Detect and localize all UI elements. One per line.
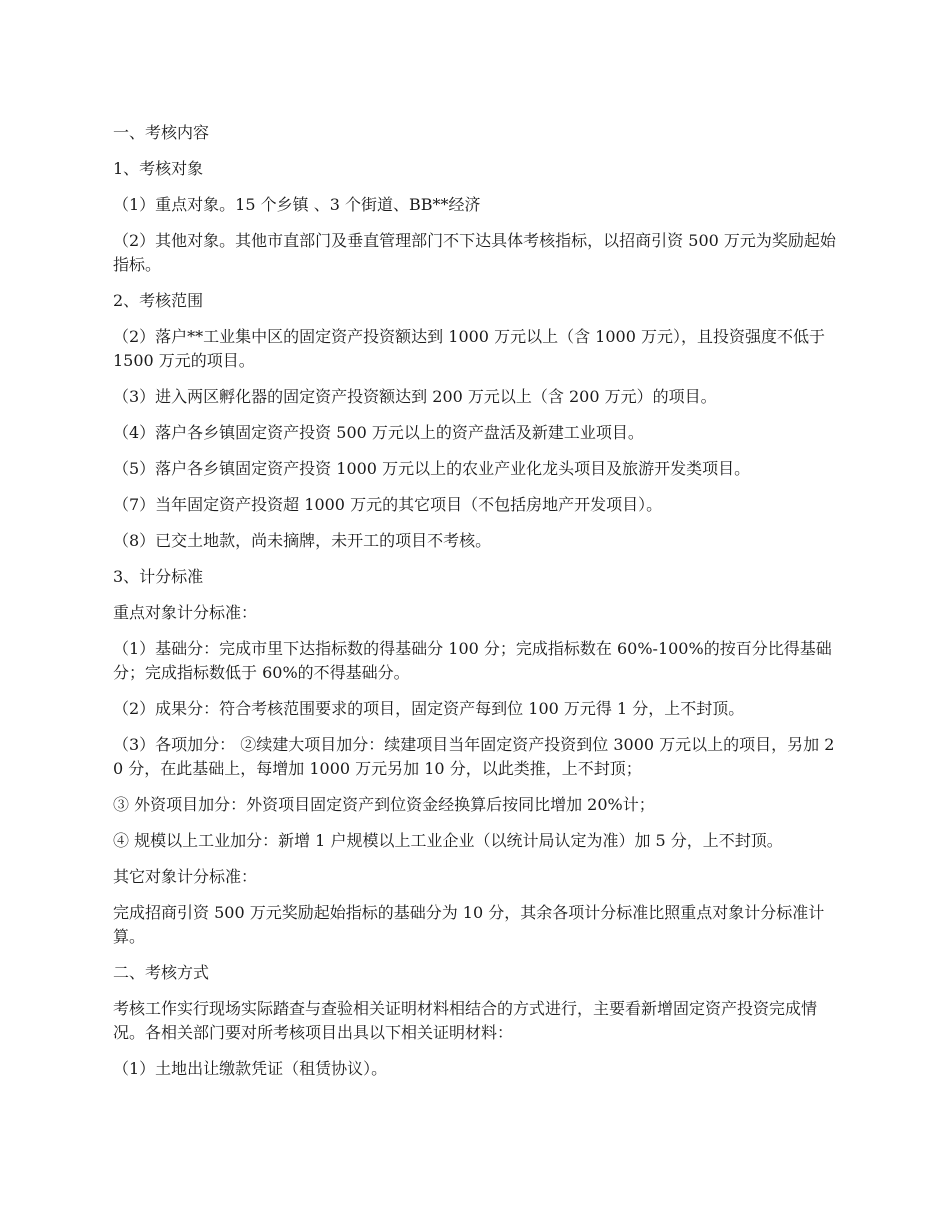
paragraph-key-scoring-label: 重点对象计分标准： <box>113 603 258 622</box>
paragraph-scope-item-3: （3）进入两区孵化器的固定资产投资额达到 200 万元以上（含 200 万元）的项目。 <box>113 387 717 406</box>
paragraph-industry-bonus: ④ 规模以上工业加分：新增 1 户规模以上工业企业（以统计局认定为准）加 5 分，上不封顶。 <box>113 831 783 850</box>
paragraph-other-scoring: 完成招商引资 500 万元奖励起始指标的基础分为 10 分，其余各项计分标准比照重点对象计分标准计算。 <box>113 903 825 946</box>
paragraph-land-payment-proof: （1）土地出让缴款凭证（租赁协议）。 <box>113 1059 388 1078</box>
paragraph-other-scoring-label: 其它对象计分标准： <box>113 867 258 886</box>
paragraph-other-targets: （2）其他对象。其他市直部门及垂直管理部门不下达具体考核指标，以招商引资 500 万元为奖励起始指标。 <box>113 231 836 274</box>
paragraph-foreign-bonus: ③ 外资项目加分：外资项目固定资产到位资金经换算后按同比增加 20%计； <box>113 795 655 814</box>
paragraph-scope-item-7: （7）当年固定资产投资超 1000 万元的其它项目（不包括房地产开发项目）。 <box>113 495 663 514</box>
subheading-scoring-standard: 3、计分标准 <box>113 567 204 586</box>
section-heading-assessment-content: 一、考核内容 <box>113 123 210 142</box>
paragraph-assessment-method: 考核工作实行现场实际踏查与查验相关证明材料相结合的方式进行，主要看新增固定资产投资完成情况。各相关部门要对所考核项目出具以下相关证明材料： <box>113 999 818 1042</box>
document-body <box>113 121 838 1093</box>
paragraph-scope-item-4: （4）落户各乡镇固定资产投资 500 万元以上的资产盘活及新建工业项目。 <box>113 423 644 442</box>
subheading-assessment-scope: 2、考核范围 <box>113 291 204 310</box>
section-heading-assessment-method: 二、考核方式 <box>113 963 210 982</box>
paragraph-result-score: （2）成果分：符合考核范围要求的项目，固定资产每到位 100 万元得 1 分，上不封顶。 <box>113 699 745 718</box>
paragraph-key-targets: （1）重点对象。15 个乡镇 、3 个街道、BB**经济 <box>113 195 481 214</box>
paragraph-scope-item-8: （8）已交土地款，尚未摘牌，未开工的项目不考核。 <box>113 531 492 550</box>
paragraph-scope-item-5: （5）落户各乡镇固定资产投资 1000 万元以上的农业产业化龙头项目及旅游开发类项目。 <box>113 459 751 478</box>
paragraph-bonus-score: （3）各项加分： ②续建大项目加分：续建项目当年固定资产投资到位 3000 万元以上的项目，另加 20 分，在此基础上，每增加 1000 万元另加 10 分，以此类推，上不封顶； <box>113 735 835 778</box>
subheading-assessment-targets: 1、考核对象 <box>113 159 204 178</box>
paragraph-base-score: （1）基础分：完成市里下达指标数的得基础分 100 分；完成指标数在 60%-100%的按百分比得基础分；完成指标数低于 60%的不得基础分。 <box>113 639 832 682</box>
paragraph-scope-item-2: （2）落户**工业集中区的固定资产投资额达到 1000 万元以上（含 1000 万元），且投资强度不低于 1500 万元的项目。 <box>113 327 825 370</box>
